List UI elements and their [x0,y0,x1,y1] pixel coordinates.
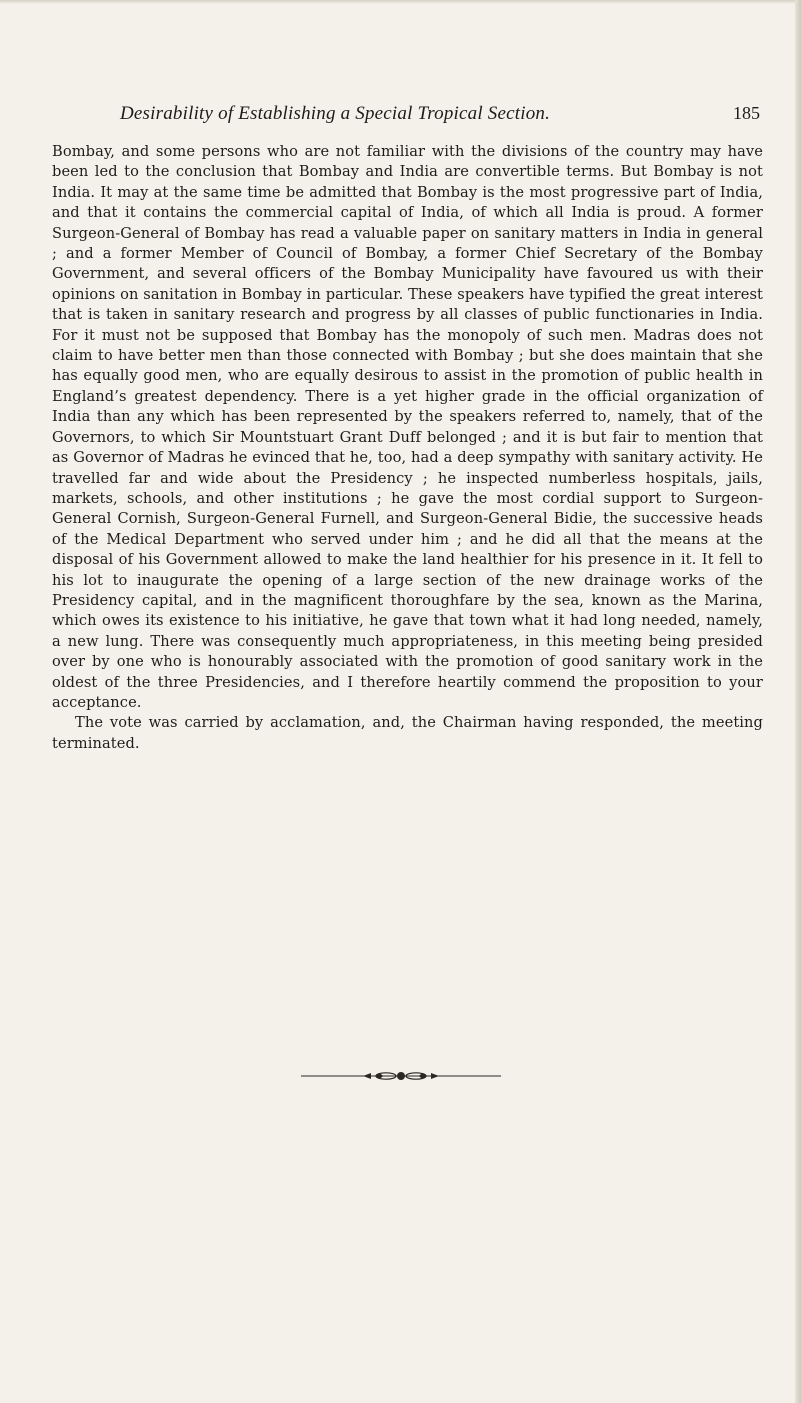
paragraph-speech: Bombay, and some persons who are not familiar with the divisions of the country may have been led to the conclusion that Bombay and India are convertible terms. But Bombay is not India. It may at the same time be admitted that Bombay is the most progressive part of India, and that it contains the commercial capital of India, of which all India is proud. A former Surgeon-General of Bombay has read a valuable paper on sanitary matters in India in general ; and a former Member of Council of Bombay, a former Chief Secretary of the Bombay Government, and several officers of the Bombay Municipality have favoured us with their opinions on sanitation in Bombay in particular. These speakers have typified the great interest that is taken in sanitary research and progress by all classes of public functionaries in India. For it must not be supposed that Bombay has the monopoly of such men. Madras does not claim to have better men than those connected with Bombay ; but she does maintain that she has equally good men, who are equally desirous to assist in the promotion of public health in England’s greatest dependency. There is a yet higher grade in the official organization of India than any which has been represented by the speakers referred to, namely, that of the Governors, to which Sir Mountstuart Grant Duff belonged ; and it is but fair to mention that as Governor of Madras he evinced that he, too, had a deep sympathy with sanitary activity. He travelled far and wide about the Presidency ; he inspected numberless hospitals, jails, markets, schools, and other institutions ; he gave the most cordial support to Surgeon-General Cornish, Surgeon-General Furnell, and Surgeon-General Bidie, the successive heads of the Medical Department who served under him ; and he did all that the means at the disposal of his Government allowed to make the land healthier for his presence in it. It fell to his lot to inaugurate the opening of a large section of the new drainage works of the Presidency capital, and in the magnificent thoroughfare by the sea, known as the Marina, which owes its existence to his initiative, he gave that town what it had long needed, namely, a new lung. There was consequently much appropriateness, in this meeting being presided over by one who is honourably associated with the promotion of good sanitary work in the oldest of the three Presidencies, and I therefore heartily commend the proposition to your acceptance. [52,143,763,711]
paragraph-conclusion: The vote was carried by acclamation, and, the Chairman having responded, the meeting terminated. [52,714,763,752]
page-edge-top [0,0,801,4]
body-text [52,142,763,754]
running-title: Desirability of Establishing a Special Tropical Section. [120,103,551,124]
page-number: 185 [733,103,760,123]
section-end-ornament [0,1070,801,1082]
ornamental-rule-icon [301,1070,501,1082]
running-header [120,103,760,125]
page-edge-right [795,0,801,1403]
